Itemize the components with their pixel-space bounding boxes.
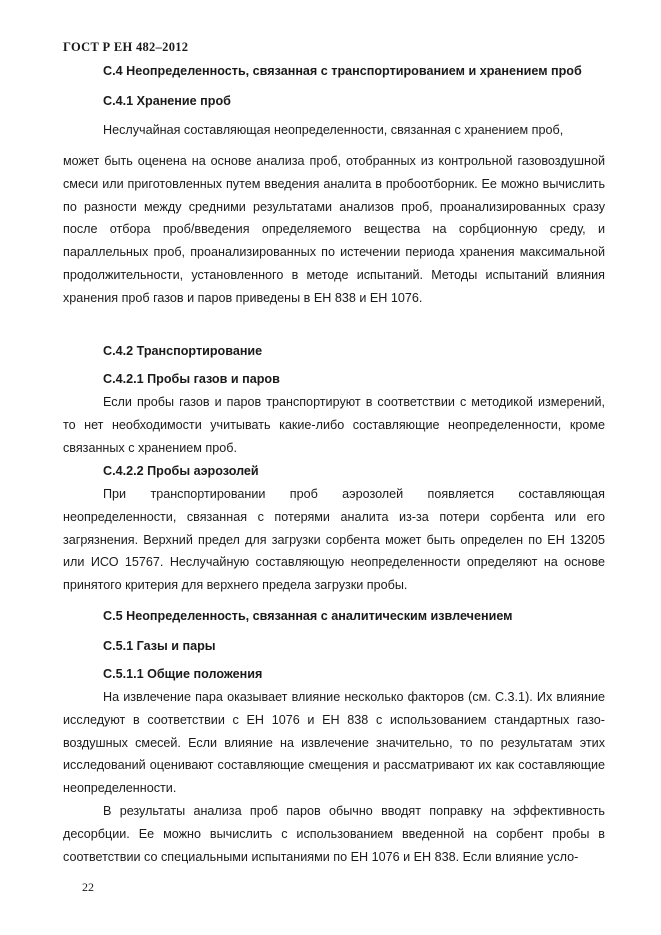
section-c511-paragraph-2: В результаты анализа проб паров обычно вводят поправку на эффективность десорбции. Ее можно вычислить с использованием введенной на сорбент пробы в соответствии со специальными испытаниями по ЕН 1076 и ЕН 838. Если влияние усло-: [63, 804, 605, 864]
section-c41-paragraph-lead: Неслучайная составляющая неопределенности, связанная с хранением проб,: [103, 123, 564, 137]
page-number: 22: [82, 880, 94, 894]
section-c422-paragraph: При транспортировании проб аэрозолей появляется составляющая неопределенности, связанная с потерями аналита из-за потери сорбента или его загрязнения. Верхний предел для загрузки сорбента может быть определен по ЕН 13205 или ИСО 15767. Неслучайную составляющую неопределенности определяют на основе принятого критерия для верхнего предела загрузки пробы.: [63, 487, 605, 593]
section-c41-paragraph: может быть оценена на основе анализа проб, отобранных из контрольной газовоздушной смеси или приготовленных путем введения аналита в пробоотборник. Ее можно вычислить по разности между средними результатами анализов проб, проанализированных сразу после отбора проб/введения определяемого вещества на сорбционную среду, и параллельных проб, проанализированных по истечении периода хранения максимальной продолжительности, установленного в методе испытаний. Методы испытаний влияния хранения проб газов и паров приведены в ЕН 838 и ЕН 1076.: [63, 154, 605, 305]
standard-header: ГОСТ Р ЕН 482–2012: [63, 40, 189, 54]
section-c41-title: С.4.1 Хранение проб: [103, 94, 231, 108]
section-c42-title: С.4.2 Транспортирование: [103, 344, 263, 358]
section-c511-title: С.5.1.1 Общие положения: [103, 667, 263, 681]
section-c51-title: С.5.1 Газы и пары: [103, 639, 216, 653]
section-c421-title: С.4.2.1 Пробы газов и паров: [103, 372, 280, 386]
section-c5-title: С.5 Неопределенность, связанная с аналитическим извлечением: [103, 609, 513, 623]
section-c511-paragraph-1: На извлечение пара оказывает влияние несколько факторов (см. С.3.1). Их влияние исследуют в соответствии с ЕН 1076 и ЕН 838 с использованием стандартных газо-воздушных смесей. Если влияние на извлечение значительно, то по результатам этих исследований оценивают составляющие смещения и рассматривают их как составляющие неопределенности.: [63, 690, 605, 796]
section-c422-title: С.4.2.2 Пробы аэрозолей: [103, 464, 259, 478]
section-c421-paragraph: Если пробы газов и паров транспортируют в соответствии с методикой измерений, то нет необходимости учитывать какие-либо составляющие неопределенности, кроме связанных с хранением проб.: [63, 395, 605, 455]
section-c4-title: С.4 Неопределенность, связанная с транспортированием и хранением проб: [103, 64, 582, 78]
